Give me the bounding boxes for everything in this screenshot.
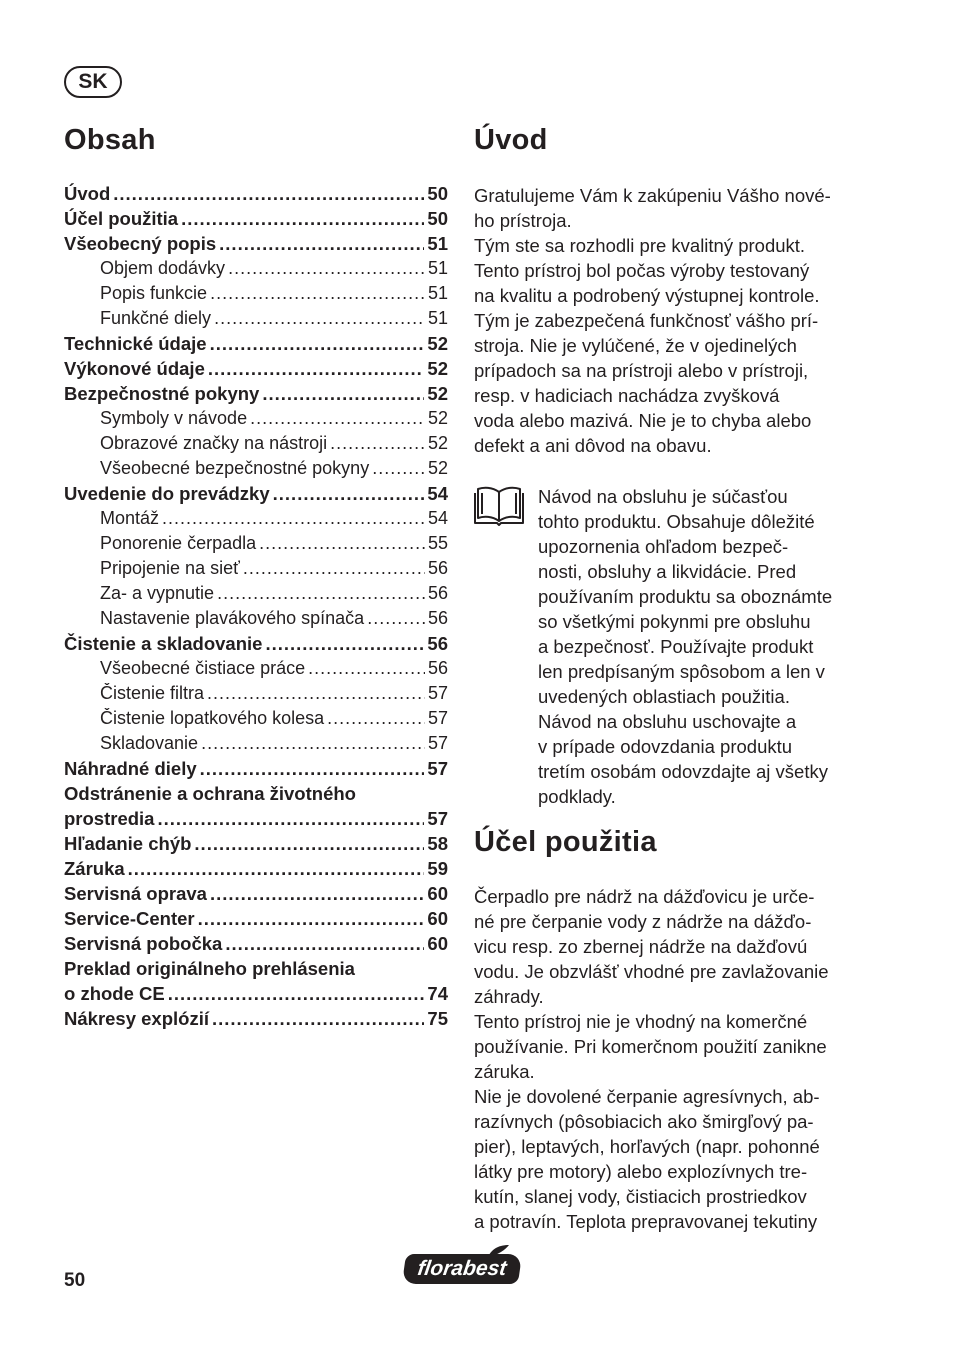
toc-entry-title: Montáž <box>100 508 160 528</box>
toc-entry-title: Service-Center <box>64 908 195 929</box>
toc-entry-page: 57 <box>427 758 448 779</box>
toc-leader-dots <box>372 458 425 479</box>
text-line: na kvalitu a podrobený výstupnej kontrole. <box>474 285 820 306</box>
toc-entry-title: prostredia <box>64 808 155 829</box>
toc-leader-dots <box>157 808 424 830</box>
toc-leader-dots <box>228 258 425 279</box>
text-line: né pre čerpanie vody z nádrže na dážďo- <box>474 911 812 932</box>
toc-entry <box>64 783 448 808</box>
text-line: Návod na obsluhu je súčasťou <box>538 486 788 507</box>
text-line: a bezpečnosť. Používajte produkt <box>538 636 814 657</box>
toc-entry <box>64 733 448 758</box>
text-line: Gratulujeme Vám k zakúpeniu Vášho nové- <box>474 185 831 206</box>
toc-entry-title: Za- a vypnutie <box>100 583 215 603</box>
toc-entry <box>64 408 448 433</box>
toc-entry-title: Čistenie lopatkového kolesa <box>100 708 325 728</box>
toc-entry-title: Pripojenie na sieť <box>100 558 240 578</box>
toc-entry-page: 51 <box>427 233 448 254</box>
toc-entry-page: 57 <box>427 708 448 728</box>
page-number: 50 <box>64 1270 86 1291</box>
toc-entry <box>64 683 448 708</box>
toc-leader-dots <box>207 683 425 704</box>
toc-entry <box>64 658 448 683</box>
toc-entry-page: 57 <box>427 683 448 703</box>
toc-entry <box>64 1008 448 1033</box>
toc-entry-title: Všeobecné čistiace práce <box>100 658 306 678</box>
toc-entry-title: o zhode CE <box>64 983 165 1004</box>
toc-entry <box>64 208 448 233</box>
toc-entry <box>64 908 448 933</box>
toc-entry <box>64 933 448 958</box>
text-line: uvedených oblastiach použitia. <box>538 686 790 707</box>
toc-entry-title: Servisná oprava <box>64 883 207 904</box>
toc-entry-page: 50 <box>427 183 448 204</box>
toc-leader-dots <box>162 508 425 529</box>
toc-entry-page: 60 <box>427 908 448 929</box>
text-line: defekt a ani dôvod na obavu. <box>474 435 712 456</box>
toc-entry-title: Funkčné diely <box>100 308 212 328</box>
toc-entry-page: 60 <box>427 933 448 954</box>
toc-leader-dots <box>265 633 424 655</box>
toc-entry-page: 57 <box>427 733 448 753</box>
toc-entry <box>64 958 448 983</box>
text-line: v prípade odovzdania produktu <box>538 736 793 757</box>
text-line: tretím osobám odovzdajte aj všetky <box>538 761 828 782</box>
text-line: Tento prístroj bol počas výroby testovaný <box>474 260 810 281</box>
toc-entry-page: 56 <box>427 558 448 578</box>
toc-entry-page: 51 <box>427 308 448 328</box>
toc-entry-page: 56 <box>427 608 448 628</box>
toc-leader-dots <box>219 233 424 255</box>
text-line: látky pre motory) alebo explozívnych tre- <box>474 1161 808 1182</box>
text-line: nosti, obsluhy a likvidácie. Pred <box>538 561 797 582</box>
toc-entry-title: Čistenie filtra <box>100 683 205 703</box>
toc-entry <box>64 708 448 733</box>
toc-entry-page: 52 <box>427 433 448 453</box>
toc-entry-title: Čistenie a skladovanie <box>64 633 263 654</box>
text-line: razívnych (pôsobiacich ako šmirgľový pa- <box>474 1111 814 1132</box>
toc-entry-title: Symboly v návode <box>100 408 248 428</box>
text-line: používanie. Pri komerčnom použití zanikne <box>474 1036 827 1057</box>
toc-leader-dots <box>243 558 425 579</box>
text-line: vodu. Je obzvlášť vhodné pre zavlažovanie <box>474 961 829 982</box>
text-line: a potravín. Teplota prepravovanej tekutiny <box>474 1211 818 1232</box>
toc-entry-title: Všeobecné bezpečnostné pokyny <box>100 458 370 478</box>
toc-entry-title: Ponorenie čerpadla <box>100 533 257 553</box>
toc-leader-dots <box>181 208 424 230</box>
toc-entry-title: Objem dodávky <box>100 258 226 278</box>
toc-leader-dots <box>308 658 425 679</box>
toc-entry-title: Záruka <box>64 858 125 879</box>
toc-leader-dots <box>113 183 424 205</box>
toc-entry-page: 56 <box>427 658 448 678</box>
toc-entry <box>64 458 448 483</box>
toc-entry-page: 52 <box>427 358 448 379</box>
toc-leader-dots <box>210 883 424 905</box>
toc-entry <box>64 608 448 633</box>
text-line: podklady. <box>538 786 616 807</box>
text-line: pier), leptavých, horľavých (napr. pohonné <box>474 1136 820 1157</box>
toc-entry <box>64 533 448 558</box>
toc-leader-dots <box>200 758 425 780</box>
toc-leader-dots <box>201 733 425 754</box>
toc-entry <box>64 833 448 858</box>
text-line: Tým je zabezpečená funkčnosť vášho prí- <box>474 310 819 331</box>
text-line: používaním produktu sa oboznámte <box>538 586 833 607</box>
toc-entry <box>64 483 448 508</box>
toc-leader-dots <box>273 483 425 505</box>
toc-entry <box>64 333 448 358</box>
toc-entry <box>64 583 448 608</box>
florabest-logo <box>404 1244 520 1288</box>
toc-entry-page: 50 <box>427 208 448 229</box>
toc-leader-dots <box>330 433 425 454</box>
toc-leader-dots <box>194 833 424 855</box>
toc-entry <box>64 283 448 308</box>
toc-entry-page: 58 <box>427 833 448 854</box>
toc-entry-page: 59 <box>427 858 448 879</box>
toc-entry-title: Všeobecný popis <box>64 233 217 254</box>
toc-leader-dots <box>217 583 425 604</box>
toc-entry-page: 75 <box>427 1008 448 1029</box>
toc-entry <box>64 358 448 383</box>
toc-entry <box>64 758 448 783</box>
logo-text: florabest <box>402 1254 522 1284</box>
text-line: ho prístroja. <box>474 210 572 231</box>
text-line: tohto produktu. Obsahuje dôležité <box>538 511 815 532</box>
toc-entry-page: 74 <box>427 983 448 1004</box>
uvod-paragraph <box>474 183 831 458</box>
ucel-heading: Účel použitia <box>474 826 657 858</box>
toc-entry-page: 54 <box>427 483 448 504</box>
toc-entry-title: Uvedenie do prevádzky <box>64 483 270 504</box>
text-line: stroja. Nie je vylúčené, že v ojedinelých <box>474 335 797 356</box>
toc-entry-title: Hľadanie chýb <box>64 833 192 854</box>
toc-entry-title: Obrazové značky na nástroji <box>100 433 328 453</box>
toc-entry <box>64 808 448 833</box>
toc-leader-dots <box>259 533 425 554</box>
text-line: vicu resp. zo zbernej nádrže na dažďovú <box>474 936 808 957</box>
toc-entry-title: Servisná pobočka <box>64 933 223 954</box>
text-line: resp. v hadiciach nachádza zvyšková <box>474 385 780 406</box>
toc-entry <box>64 508 448 533</box>
toc-leader-dots <box>225 933 424 955</box>
toc-entry <box>64 558 448 583</box>
toc-entry <box>64 983 448 1008</box>
toc-entry <box>64 433 448 458</box>
toc-entry-page: 54 <box>427 508 448 528</box>
text-line: voda alebo mazivá. Nie je to chyba alebo <box>474 410 812 431</box>
toc-entry-page: 52 <box>427 333 448 354</box>
toc-leader-dots <box>212 1008 424 1030</box>
text-line: Čerpadlo pre nádrž na dážďovicu je urče- <box>474 886 815 907</box>
toc-entry <box>64 258 448 283</box>
toc-entry-title: Bezpečnostné pokyny <box>64 383 260 404</box>
toc-entry <box>64 883 448 908</box>
toc-entry-page: 55 <box>427 533 448 553</box>
ucel-paragraph <box>474 884 829 1234</box>
toc-entry-title: Nastavenie plavákového spínača <box>100 608 365 628</box>
toc-entry <box>64 308 448 333</box>
toc-entry-page: 52 <box>427 383 448 404</box>
toc-leader-dots <box>208 358 425 380</box>
text-line: záruka. <box>474 1061 535 1082</box>
toc-entry-page: 57 <box>427 808 448 829</box>
text-line: Tento prístroj nie je vhodný na komerčné <box>474 1011 808 1032</box>
toc-entry-page: 52 <box>427 458 448 478</box>
toc-entry-title: Nákresy explózií <box>64 1008 209 1029</box>
table-of-contents <box>64 183 448 1033</box>
text-line: len predpísaným spôsobom a len v <box>538 661 825 682</box>
toc-entry-title: Preklad originálneho prehlásenia <box>64 958 355 979</box>
toc-leader-dots <box>262 383 424 405</box>
toc-entry-title: Skladovanie <box>100 733 199 753</box>
manual-note-paragraph <box>538 484 832 809</box>
toc-entry-title: Popis funkcie <box>100 283 208 303</box>
toc-entry <box>64 383 448 408</box>
book-icon <box>474 484 524 526</box>
text-line: upozornenia ohľadom bezpeč- <box>538 536 789 557</box>
toc-entry-title: Náhradné diely <box>64 758 197 779</box>
toc-entry <box>64 233 448 258</box>
toc-leader-dots <box>210 333 425 355</box>
toc-leader-dots <box>210 283 425 304</box>
text-line: so všetkými pokynmi pre obsluhu <box>538 611 811 632</box>
toc-entry-title: Účel použitia <box>64 208 179 229</box>
text-line: záhrady. <box>474 986 544 1007</box>
text-line: Nie je dovolené čerpanie agresívnych, ab- <box>474 1086 820 1107</box>
uvod-heading: Úvod <box>474 124 548 156</box>
toc-leader-dots <box>128 858 425 880</box>
toc-entry-title: Úvod <box>64 183 111 204</box>
toc-entry-title: Odstránenie a ochrana životného <box>64 783 356 804</box>
toc-entry-page: 56 <box>427 583 448 603</box>
toc-entry-page: 51 <box>427 258 448 278</box>
text-line: prípadoch sa na prístroji alebo v prístroji, <box>474 360 809 381</box>
toc-leader-dots <box>367 608 425 629</box>
toc-entry <box>64 858 448 883</box>
text-line: Tým ste sa rozhodli pre kvalitný produkt. <box>474 235 806 256</box>
toc-heading: Obsah <box>64 124 156 156</box>
toc-leader-dots <box>198 908 425 930</box>
toc-leader-dots <box>250 408 425 429</box>
toc-entry-page: 51 <box>427 283 448 303</box>
text-line: kutín, slanej vody, čistiacich prostriedkov <box>474 1186 807 1207</box>
text-line: Návod na obsluhu uschovajte a <box>538 711 797 732</box>
toc-leader-dots <box>214 308 425 329</box>
toc-entry <box>64 633 448 658</box>
toc-entry-title: Výkonové údaje <box>64 358 205 379</box>
toc-entry-title: Technické údaje <box>64 333 207 354</box>
toc-entry-page: 56 <box>427 633 448 654</box>
toc-leader-dots <box>327 708 425 729</box>
toc-entry <box>64 183 448 208</box>
toc-entry-page: 52 <box>427 408 448 428</box>
language-badge: SK <box>64 66 122 98</box>
toc-leader-dots <box>168 983 425 1005</box>
toc-entry-page: 60 <box>427 883 448 904</box>
